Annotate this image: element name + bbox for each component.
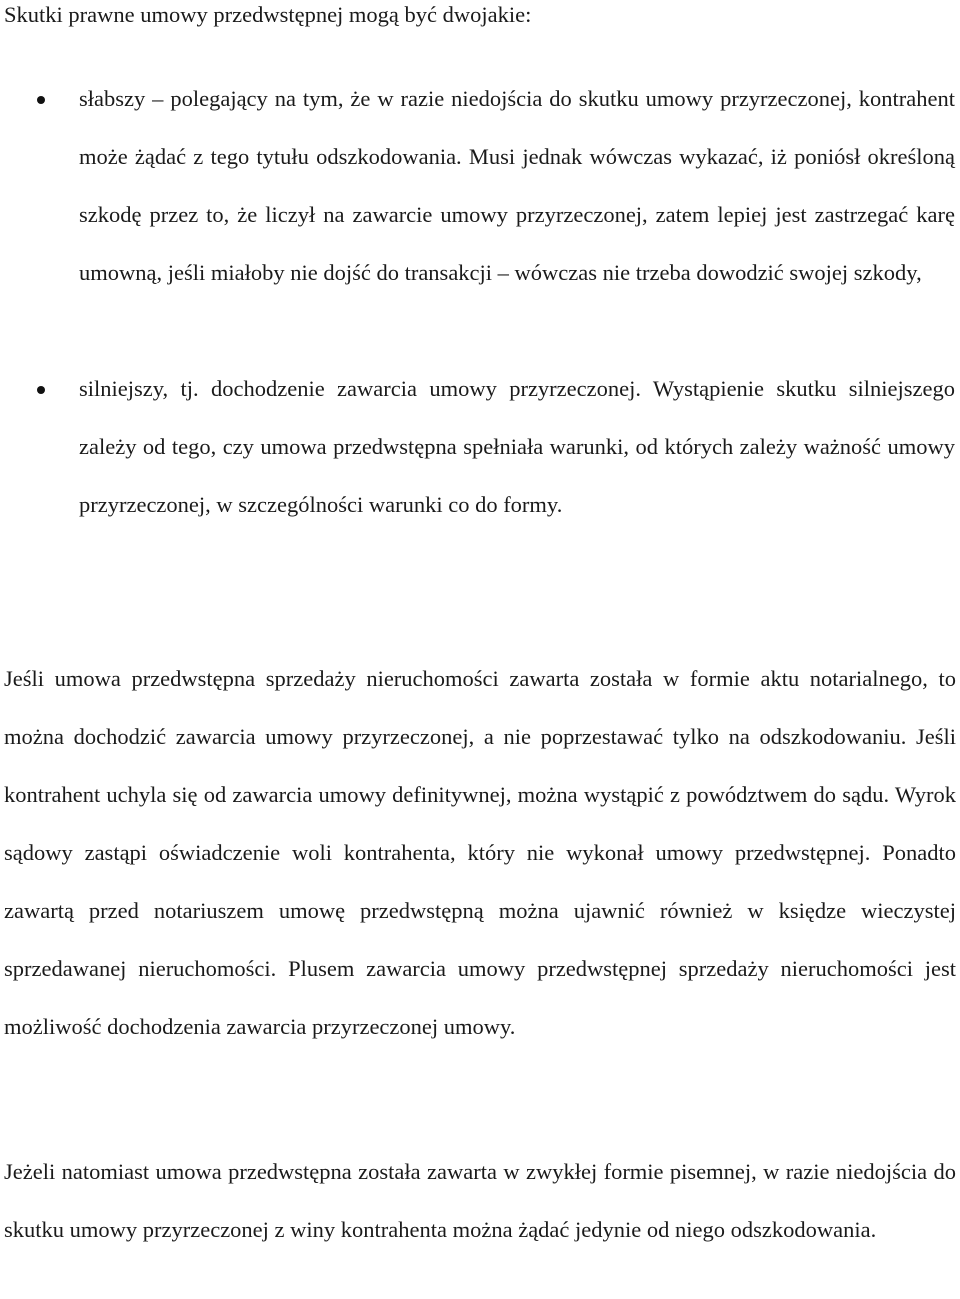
- paragraph-written-form: Jeżeli natomiast umowa przedwstępna została zawarta w zwykłej formie pisemnej, w razie niedojścia do skutku umowy przyrzeczonej z winy kontrahenta można żądać jedynie od niego odszkodowania.: [4, 1159, 956, 1242]
- list-bullet: [37, 386, 45, 394]
- list-item-weaker-effect: słabszy – polegający na tym, że w razie niedojścia do skutku umowy przyrzeczonej, kontrahent może żądać z tego tytułu odszkodowania. Musi jednak wówczas wykazać, iż poniósł określoną szkodę przez to, że liczył na zawarcie umowy przyrzeczonej, zatem lepiej jest zastrzegać karę umowną, jeśli miałoby nie dojść do transakcji – wówczas nie trzeba dowodzić swojej szkody,: [79, 86, 955, 285]
- intro-text: Skutki prawne umowy przedwstępnej mogą być dwojakie:: [4, 2, 532, 27]
- paragraph-notarial-form: Jeśli umowa przedwstępna sprzedaży nieruchomości zawarta została w formie aktu notarialnego, to można dochodzić zawarcia umowy przyrzeczonej, a nie poprzestawać tylko na odszkodowaniu. Jeśli kontrahent uchyla się od zawarcia umowy definitywnej, można wystąpić z powództwem do sądu. Wyrok sądowy zastąpi oświadczenie woli kontrahenta, który nie wykonał umowy przedwstępnej. Ponadto zawartą przed notariuszem umowę przedwstępną można ujawnić również w księdze wieczystej sprzedawanej nieruchomości. Plusem zawarcia umowy przedwstępnej sprzedaży nieruchomości jest możliwość dochodzenia zawarcia przyrzeczonej umowy.: [4, 666, 956, 1039]
- list-bullet: [37, 96, 45, 104]
- list-item-stronger-effect: silniejszy, tj. dochodzenie zawarcia umowy przyrzeczonej. Wystąpienie skutku silniejszego zależy od tego, czy umowa przedwstępna spełniała warunki, od których zależy ważność umowy przyrzeczonej, w szczególności warunki co do formy.: [79, 376, 955, 517]
